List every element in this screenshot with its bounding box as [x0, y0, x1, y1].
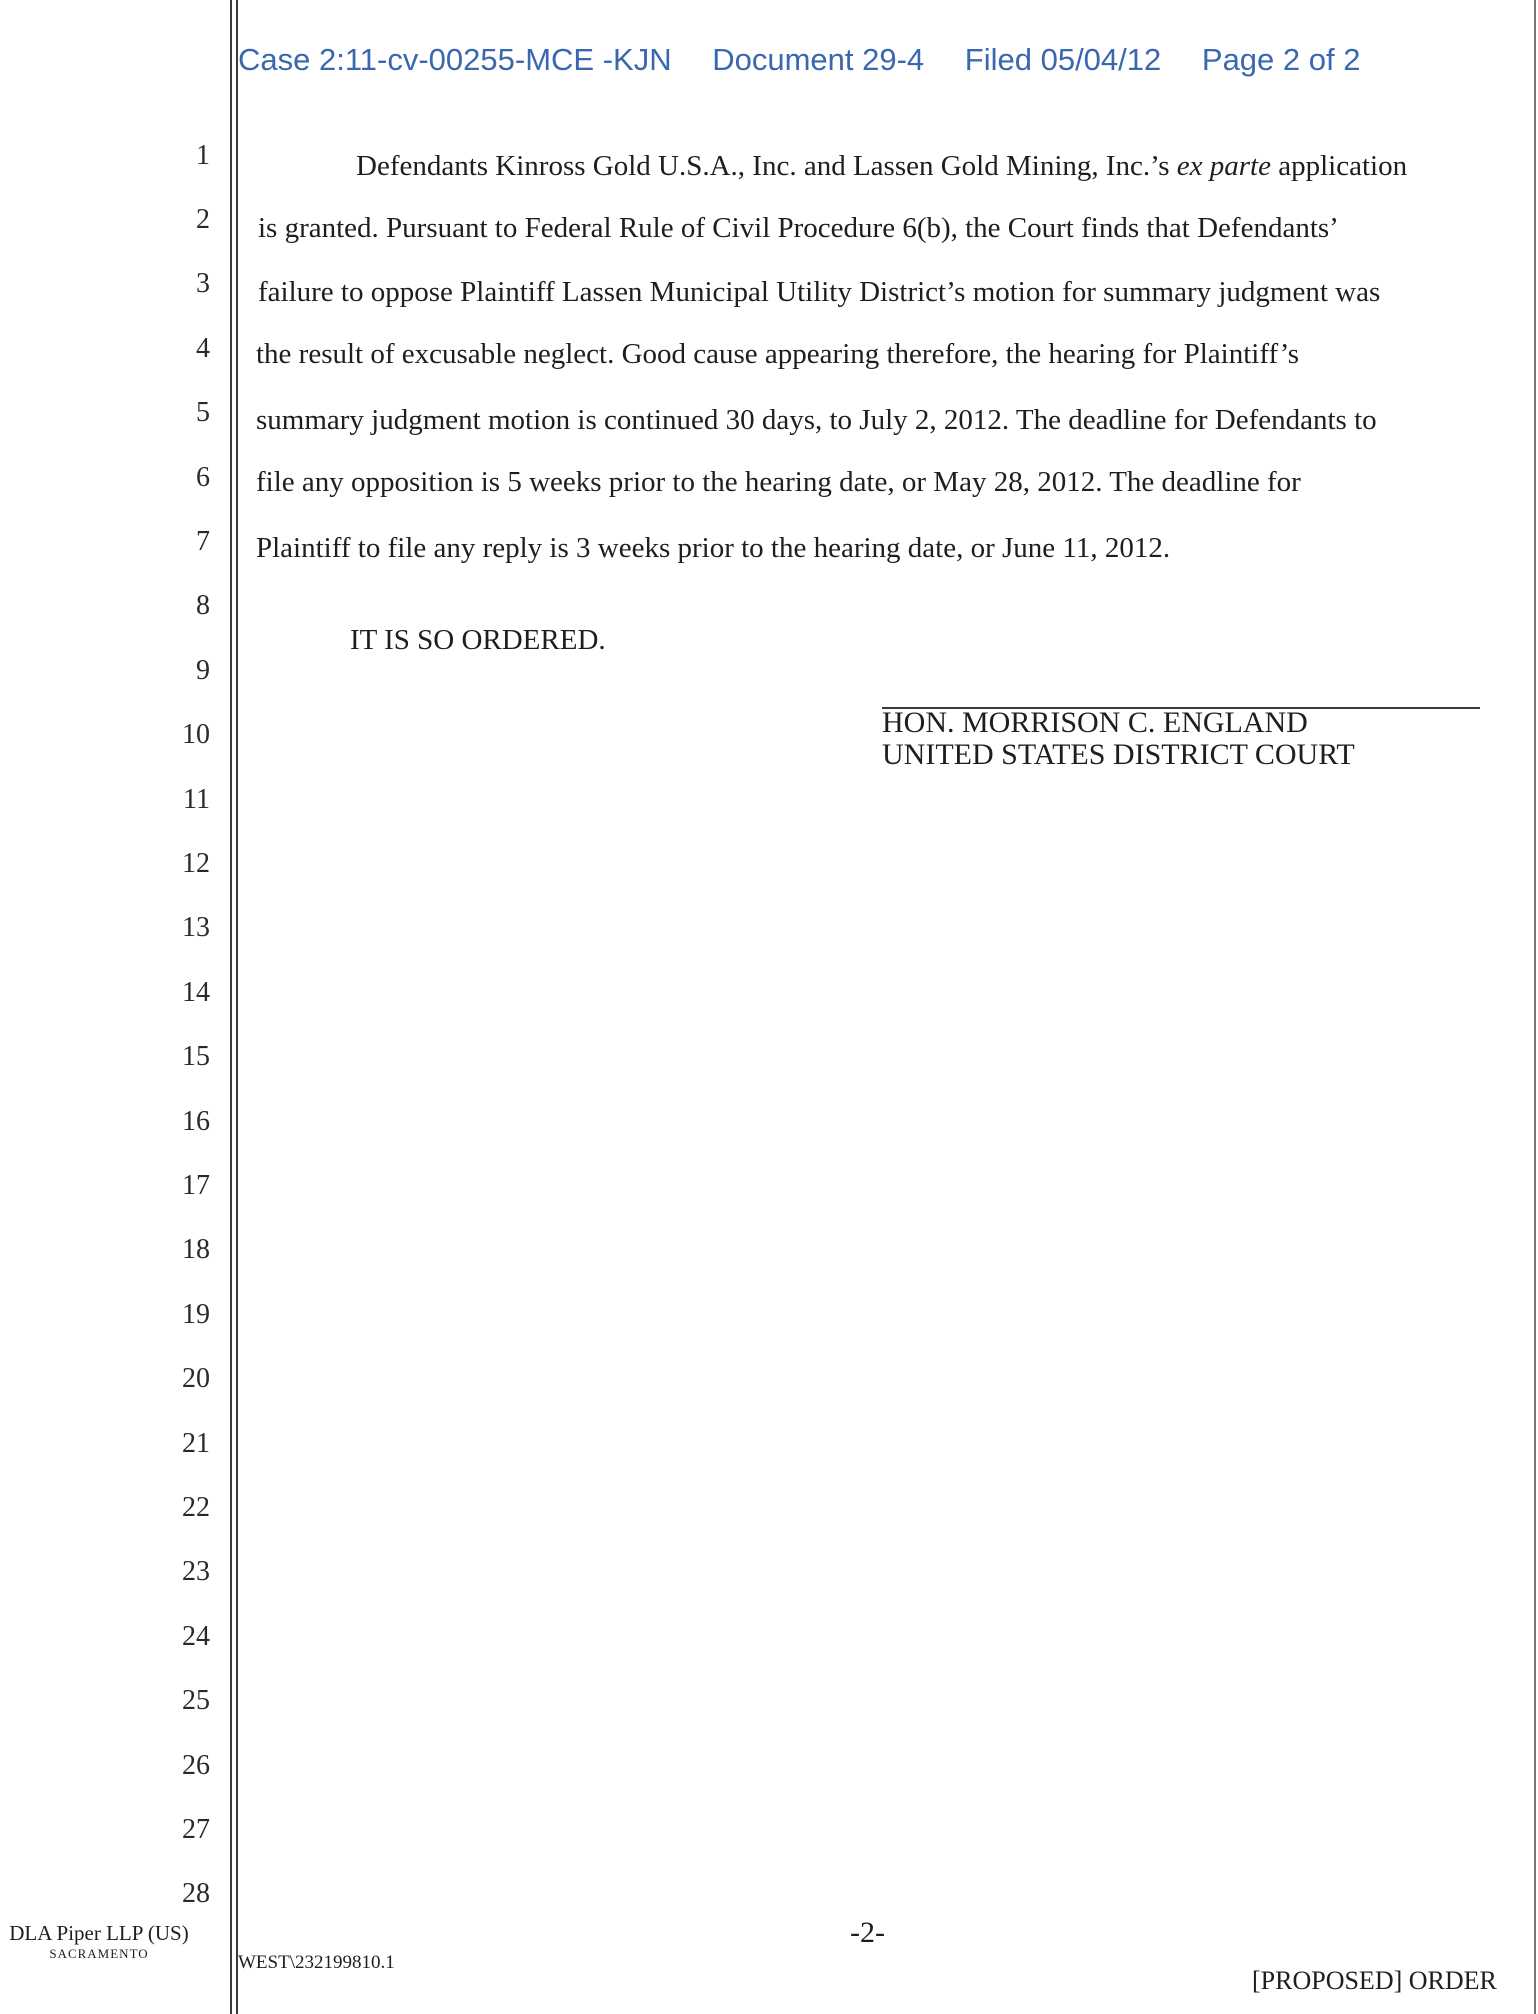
filing-header [238, 42, 1392, 78]
document-number: Document 29-4 [712, 42, 925, 77]
case-number: Case 2:11-cv-00255-MCE -KJN [238, 42, 672, 77]
line-number: 23 [182, 1556, 210, 1587]
line-number: 16 [182, 1106, 210, 1137]
line-number: 20 [182, 1363, 210, 1394]
page-count: Page 2 of 2 [1201, 42, 1361, 77]
firm-name: DLA Piper LLP (US) [9, 1921, 189, 1945]
law-firm [4, 1920, 194, 1963]
line-number: 7 [196, 526, 210, 557]
ex-parte-italic: ex parte [1176, 150, 1271, 182]
line-number: 1 [196, 140, 210, 171]
body-line-2: is granted. Pursuant to Federal Rule of Civil Procedure 6(b), the Court finds that Defendants’ [258, 212, 1339, 244]
body-line-4: the result of excusable neglect. Good cause appearing therefore, the hearing for Plaintiff’s [256, 338, 1300, 370]
body-line-1-start: Defendants Kinross Gold U.S.A., Inc. and Lassen Gold Mining, Inc.’s [356, 150, 1177, 182]
filed-date: Filed 05/04/12 [964, 42, 1162, 77]
line-number: 19 [182, 1299, 210, 1330]
line-number: 11 [183, 784, 210, 815]
body-line-7: Plaintiff to file any reply is 3 weeks prior to the hearing date, or June 11, 2012. [256, 532, 1171, 564]
line-number: 24 [182, 1621, 210, 1652]
body-line-1 [356, 150, 1407, 183]
firm-city: SACRAMENTO [49, 1946, 149, 1962]
court-name: UNITED STATES DISTRICT COURT [882, 738, 1355, 771]
document-title: [PROPOSED] ORDER [1252, 1966, 1497, 1995]
line-number: 4 [196, 333, 210, 364]
left-margin-rule-inner [236, 0, 238, 2014]
so-ordered: IT IS SO ORDERED. [350, 624, 606, 656]
right-margin-rule [1534, 0, 1536, 2014]
line-number: 18 [182, 1234, 210, 1265]
line-number: 22 [182, 1492, 210, 1523]
line-number: 10 [182, 719, 210, 750]
document-id: WEST\232199810.1 [238, 1952, 395, 1973]
line-number: 28 [182, 1878, 210, 1909]
judge-name: HON. MORRISON C. ENGLAND [882, 706, 1308, 739]
line-number: 26 [182, 1750, 210, 1781]
line-number: 2 [196, 204, 210, 235]
body-line-1-end: application [1270, 150, 1408, 182]
line-number: 3 [196, 268, 210, 299]
body-line-6: file any opposition is 5 weeks prior to the hearing date, or May 28, 2012. The deadline for [256, 466, 1301, 498]
line-number: 9 [196, 655, 210, 686]
left-margin-rule [230, 0, 232, 2014]
line-number: 27 [182, 1814, 210, 1845]
body-line-5: summary judgment motion is continued 30 days, to July 2, 2012. The deadline for Defendants to [256, 404, 1377, 436]
line-number: 17 [182, 1170, 210, 1201]
line-number: 15 [182, 1041, 210, 1072]
line-number: 21 [182, 1428, 210, 1459]
line-number: 13 [182, 912, 210, 943]
line-number: 25 [182, 1685, 210, 1716]
body-line-3: failure to oppose Plaintiff Lassen Municipal Utility District’s motion for summary judgment was [258, 276, 1381, 308]
line-number: 12 [182, 848, 210, 879]
line-number: 14 [182, 977, 210, 1008]
line-number: 6 [196, 462, 210, 493]
line-number: 5 [196, 397, 210, 428]
line-number: 8 [196, 590, 210, 621]
page-number: -2- [850, 1916, 885, 1949]
